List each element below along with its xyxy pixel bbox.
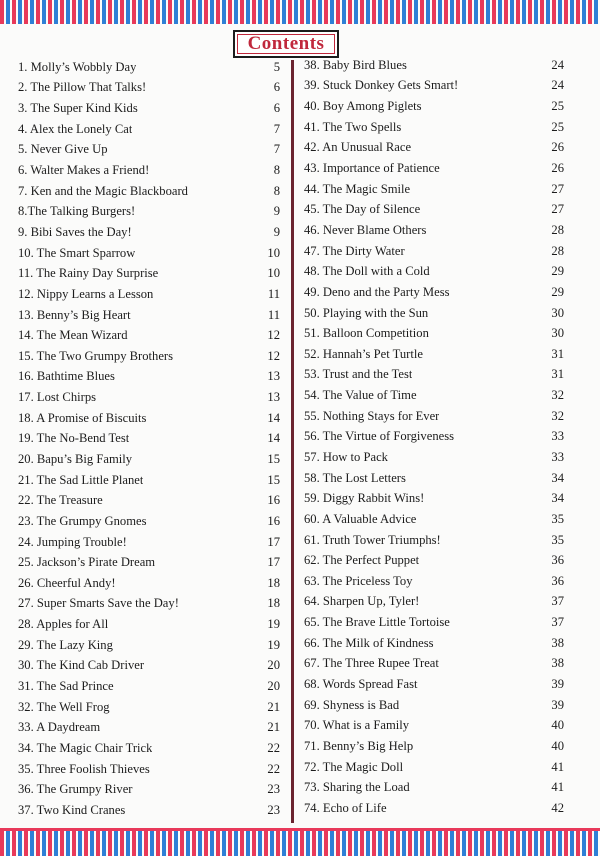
toc-entry-page-number: 34: [551, 470, 564, 485]
toc-entry: [18, 738, 280, 759]
toc-entry-page-number: 30: [551, 326, 564, 341]
toc-entry-page-number: 38: [551, 635, 564, 650]
toc-entry: [304, 241, 564, 262]
toc-entry-title: 57. How to Pack: [304, 449, 388, 464]
toc-entry-page-number: 38: [551, 656, 564, 671]
toc-entry-page-number: 30: [551, 305, 564, 320]
toc-entry-page-number: 31: [551, 367, 564, 382]
toc-entry-title: 45. The Day of Silence: [304, 202, 421, 217]
toc-entry: [304, 365, 564, 386]
toc-entry-page-number: 16: [267, 493, 280, 508]
toc-entry: [304, 55, 564, 76]
toc-entry: [304, 633, 564, 654]
toc-entry-title: 37. Two Kind Cranes: [18, 802, 126, 817]
toc-entry: [18, 140, 280, 161]
toc-entry-title: 22. The Treasure: [18, 493, 103, 508]
toc-entry: [18, 325, 280, 346]
toc-entry-page-number: 22: [267, 740, 280, 755]
toc-entry-page-number: 11: [267, 286, 280, 301]
toc-entry-title: 39. Stuck Donkey Gets Smart!: [304, 78, 459, 93]
toc-entry-title: 10. The Smart Sparrow: [18, 245, 136, 260]
toc-entry-title: 15. The Two Grumpy Brothers: [18, 348, 174, 363]
toc-entry-page-number: 19: [267, 637, 280, 652]
toc-entry-page-number: 9: [273, 204, 280, 219]
toc-entry-title: 65. The Brave Little Tortoise: [304, 615, 450, 630]
toc-entry: [18, 470, 280, 491]
toc-entry-title: 25. Jackson’s Pirate Dream: [18, 555, 156, 570]
toc-entry-page-number: 8: [273, 183, 280, 198]
toc-entry-page-number: 6: [273, 101, 280, 116]
toc-entry-title: 74. Echo of Life: [304, 800, 387, 815]
toc-entry-page-number: 24: [551, 57, 564, 72]
toc-entry-page-number: 36: [551, 553, 564, 568]
toc-entry: [304, 138, 564, 159]
toc-entry: [18, 800, 280, 821]
toc-entry-page-number: 13: [267, 369, 280, 384]
toc-entry: [18, 201, 280, 222]
toc-entry-page-number: 34: [551, 491, 564, 506]
toc-entry-page-number: 40: [551, 718, 564, 733]
toc-entry: [18, 759, 280, 780]
toc-entry-title: 21. The Sad Little Planet: [18, 472, 144, 487]
toc-entry-title: 32. The Well Frog: [18, 699, 110, 714]
toc-entry-page-number: 31: [551, 346, 564, 361]
toc-entry: [18, 367, 280, 388]
toc-entry-page-number: 29: [551, 264, 564, 279]
toc-entry-title: 19. The No-Bend Test: [18, 431, 130, 446]
toc-entry-page-number: 28: [551, 243, 564, 258]
toc-entry-page-number: 16: [267, 513, 280, 528]
toc-entry: [18, 697, 280, 718]
toc-entry-title: 30. The Kind Cab Driver: [18, 658, 145, 673]
toc-entry: [18, 346, 280, 367]
toc-entry-title: 36. The Grumpy River: [18, 782, 133, 797]
toc-entry-page-number: 28: [551, 222, 564, 237]
toc-entry-page-number: 36: [551, 573, 564, 588]
toc-entry-page-number: 33: [551, 429, 564, 444]
toc-entry-page-number: 27: [551, 181, 564, 196]
toc-entry: [18, 57, 280, 78]
toc-entry: [304, 220, 564, 241]
toc-entry-title: 1. Molly’s Wobbly Day: [18, 59, 137, 74]
toc-entry: [304, 488, 564, 509]
toc-entry-page-number: 23: [267, 782, 280, 797]
toc-entry-title: 63. The Priceless Toy: [304, 573, 413, 588]
toc-entry-page-number: 14: [267, 410, 280, 425]
toc-entry: [304, 777, 564, 798]
toc-entry-page-number: 21: [267, 720, 280, 735]
toc-entry: [18, 98, 280, 119]
toc-entry-page-number: 20: [267, 679, 280, 694]
toc-entry-title: 6. Walter Makes a Friend!: [18, 163, 150, 178]
toc-entry-page-number: 7: [273, 142, 280, 157]
toc-entry-page-number: 25: [551, 99, 564, 114]
toc-entry: [18, 429, 280, 450]
toc-entry-title: 46. Never Blame Others: [304, 222, 427, 237]
toc-entry-title: 38. Baby Bird Blues: [304, 57, 407, 72]
toc-entry: [304, 695, 564, 716]
toc-entry-title: 11. The Rainy Day Surprise: [18, 266, 159, 281]
toc-entry: [18, 573, 280, 594]
toc-entry: [18, 78, 280, 99]
toc-entry-page-number: 6: [273, 80, 280, 95]
toc-entry-title: 13. Benny’s Big Heart: [18, 307, 131, 322]
toc-entry-title: 35. Three Foolish Thieves: [18, 761, 150, 776]
toc-entry: [18, 181, 280, 202]
toc-entry-page-number: 10: [267, 266, 280, 281]
toc-entry-page-number: 11: [267, 307, 280, 322]
toc-entry-page-number: 32: [551, 408, 564, 423]
toc-entry-title: 33. A Daydream: [18, 720, 101, 735]
toc-entry: [18, 532, 280, 553]
toc-entry-page-number: 15: [267, 451, 280, 466]
toc-entry: [304, 96, 564, 117]
toc-entry-title: 53. Trust and the Test: [304, 367, 413, 382]
toc-entry-title: 42. An Unusual Race: [304, 140, 412, 155]
toc-entry-title: 44. The Magic Smile: [304, 181, 411, 196]
toc-entry: [18, 676, 280, 697]
toc-entry-page-number: 22: [267, 761, 280, 776]
toc-entry-title: 4. Alex the Lonely Cat: [18, 121, 133, 136]
page-title: Contents: [247, 33, 325, 54]
toc-entry-title: 51. Balloon Competition: [304, 326, 429, 341]
toc-entry-title: 23. The Grumpy Gnomes: [18, 513, 147, 528]
toc-entry-page-number: 7: [273, 121, 280, 136]
toc-entry-page-number: 24: [551, 78, 564, 93]
toc-entry-title: 41. The Two Spells: [304, 119, 402, 134]
toc-entry-page-number: 23: [267, 802, 280, 817]
toc-entry-title: 49. Deno and the Party Mess: [304, 284, 450, 299]
toc-entry: [304, 798, 564, 819]
toc-entry-title: 60. A Valuable Advice: [304, 511, 417, 526]
toc-entry: [18, 243, 280, 264]
toc-entry: [304, 323, 564, 344]
toc-entry-title: 71. Benny’s Big Help: [304, 738, 414, 753]
toc-entry-title: 52. Hannah’s Pet Turtle: [304, 346, 423, 361]
toc-entry-page-number: 41: [551, 759, 564, 774]
toc-entry-page-number: 39: [551, 697, 564, 712]
toc-entry-title: 70. What is a Family: [304, 718, 410, 733]
toc-entry: [304, 406, 564, 427]
toc-entry-title: 69. Shyness is Bad: [304, 697, 400, 712]
toc-entry-title: 68. Words Spread Fast: [304, 677, 418, 692]
toc-entry: [18, 119, 280, 140]
toc-entry-title: 17. Lost Chirps: [18, 390, 97, 405]
toc-entry-page-number: 17: [267, 534, 280, 549]
toc-left-column: [18, 57, 280, 821]
toc-entry-title: 12. Nippy Learns a Lesson: [18, 286, 154, 301]
toc-entry-title: 31. The Sad Prince: [18, 679, 114, 694]
toc-entry: [304, 736, 564, 757]
toc-entry-page-number: 41: [551, 780, 564, 795]
toc-entry: [304, 261, 564, 282]
toc-entry: [304, 179, 564, 200]
toc-entry: [304, 468, 564, 489]
toc-entry-page-number: 35: [551, 511, 564, 526]
toc-entry-page-number: 42: [551, 800, 564, 815]
toc-entry: [304, 303, 564, 324]
toc-entry: [304, 282, 564, 303]
toc-entry: [304, 612, 564, 633]
toc-entry: [18, 552, 280, 573]
toc-entry-page-number: 32: [551, 388, 564, 403]
toc-entry: [304, 757, 564, 778]
toc-entry: [18, 656, 280, 677]
toc-entry: [18, 387, 280, 408]
toc-entry-page-number: 13: [267, 390, 280, 405]
toc-entry-page-number: 29: [551, 284, 564, 299]
toc-entry-title: 27. Super Smarts Save the Day!: [18, 596, 179, 611]
toc-entry-title: 5. Never Give Up: [18, 142, 108, 157]
toc-entry-title: 73. Sharing the Load: [304, 780, 410, 795]
toc-entry: [18, 635, 280, 656]
contents-title-box: [233, 30, 339, 58]
toc-entry: [18, 305, 280, 326]
toc-entry-page-number: 21: [267, 699, 280, 714]
toc-entry: [18, 263, 280, 284]
toc-entry-title: 14. The Mean Wizard: [18, 328, 128, 343]
toc-entry-title: 64. Sharpen Up, Tyler!: [304, 594, 420, 609]
toc-entry-title: 59. Diggy Rabbit Wins!: [304, 491, 425, 506]
toc-entry: [18, 594, 280, 615]
toc-entry-page-number: 12: [267, 348, 280, 363]
toc-entry-title: 48. The Doll with a Cold: [304, 264, 430, 279]
toc-entry: [18, 449, 280, 470]
toc-entry-title: 72. The Magic Doll: [304, 759, 404, 774]
toc-entry-title: 61. Truth Tower Triumphs!: [304, 532, 441, 547]
toc-entry-title: 29. The Lazy King: [18, 637, 113, 652]
toc-entry: [304, 550, 564, 571]
toc-entry-page-number: 19: [267, 617, 280, 632]
toc-entry-page-number: 26: [551, 140, 564, 155]
toc-entry: [304, 117, 564, 138]
toc-entry: [304, 530, 564, 551]
toc-entry-title: 62. The Perfect Puppet: [304, 553, 420, 568]
toc-entry-title: 2. The Pillow That Talks!: [18, 80, 147, 95]
toc-entry-title: 3. The Super Kind Kids: [18, 101, 138, 116]
toc-entry-title: 8.The Talking Burgers!: [18, 204, 136, 219]
toc-entry-page-number: 37: [551, 594, 564, 609]
toc-entry-title: 55. Nothing Stays for Ever: [304, 408, 440, 423]
toc-entry: [304, 592, 564, 613]
bottom-stripe-border: [0, 828, 600, 856]
toc-entry-page-number: 8: [273, 163, 280, 178]
toc-entry: [304, 509, 564, 530]
toc-entry: [304, 654, 564, 675]
toc-entry-title: 40. Boy Among Piglets: [304, 99, 422, 114]
toc-entry: [18, 718, 280, 739]
toc-entry-page-number: 39: [551, 677, 564, 692]
toc-entry: [18, 614, 280, 635]
toc-entry-title: 34. The Magic Chair Trick: [18, 740, 153, 755]
toc-entry: [18, 408, 280, 429]
toc-entry: [18, 779, 280, 800]
toc-entry-page-number: 9: [273, 224, 280, 239]
toc-entry-title: 20. Bapu’s Big Family: [18, 451, 133, 466]
toc-entry-page-number: 5: [273, 59, 280, 74]
toc-entry-title: 26. Cheerful Andy!: [18, 575, 116, 590]
toc-entry-title: 7. Ken and the Magic Blackboard: [18, 183, 188, 198]
toc-entry-title: 47. The Dirty Water: [304, 243, 405, 258]
toc-entry-title: 56. The Virtue of Forgiveness: [304, 429, 455, 444]
toc-entry-title: 54. The Value of Time: [304, 388, 417, 403]
toc-entry-page-number: 40: [551, 738, 564, 753]
toc-entry: [304, 447, 564, 468]
toc-entry: [18, 160, 280, 181]
toc-entry: [304, 344, 564, 365]
toc-entry-title: 9. Bibi Saves the Day!: [18, 224, 132, 239]
toc-entry-title: 66. The Milk of Kindness: [304, 635, 434, 650]
toc-entry-page-number: 20: [267, 658, 280, 673]
toc-entry-page-number: 27: [551, 202, 564, 217]
column-divider: [291, 60, 294, 823]
toc-entry-title: 43. Importance of Patience: [304, 161, 440, 176]
toc-entry-page-number: 15: [267, 472, 280, 487]
toc-entry-title: 16. Bathtime Blues: [18, 369, 115, 384]
toc-entry-title: 58. The Lost Letters: [304, 470, 406, 485]
toc-entry: [304, 158, 564, 179]
toc-entry-page-number: 10: [267, 245, 280, 260]
toc-entry-page-number: 14: [267, 431, 280, 446]
toc-entry-page-number: 17: [267, 555, 280, 570]
toc-entry: [18, 511, 280, 532]
toc-entry: [304, 674, 564, 695]
toc-entry: [18, 222, 280, 243]
toc-entry: [18, 284, 280, 305]
toc-entry: [304, 76, 564, 97]
toc-entry: [304, 385, 564, 406]
toc-entry: [304, 199, 564, 220]
toc-entry-page-number: 35: [551, 532, 564, 547]
toc-entry: [304, 716, 564, 737]
toc-entry-page-number: 18: [267, 575, 280, 590]
toc-entry-page-number: 18: [267, 596, 280, 611]
toc-entry: [304, 427, 564, 448]
toc-entry-title: 50. Playing with the Sun: [304, 305, 429, 320]
toc-entry-page-number: 12: [267, 328, 280, 343]
toc-right-column: [304, 55, 564, 819]
toc-entry-title: 67. The Three Rupee Treat: [304, 656, 439, 671]
toc-entry-title: 24. Jumping Trouble!: [18, 534, 127, 549]
toc-entry: [18, 490, 280, 511]
toc-entry-page-number: 33: [551, 449, 564, 464]
toc-entry: [304, 571, 564, 592]
toc-entry-title: 18. A Promise of Biscuits: [18, 410, 147, 425]
toc-entry-page-number: 37: [551, 615, 564, 630]
toc-entry-page-number: 25: [551, 119, 564, 134]
toc-entry-page-number: 26: [551, 161, 564, 176]
toc-entry-title: 28. Apples for All: [18, 617, 109, 632]
top-stripe-border: [0, 0, 600, 24]
